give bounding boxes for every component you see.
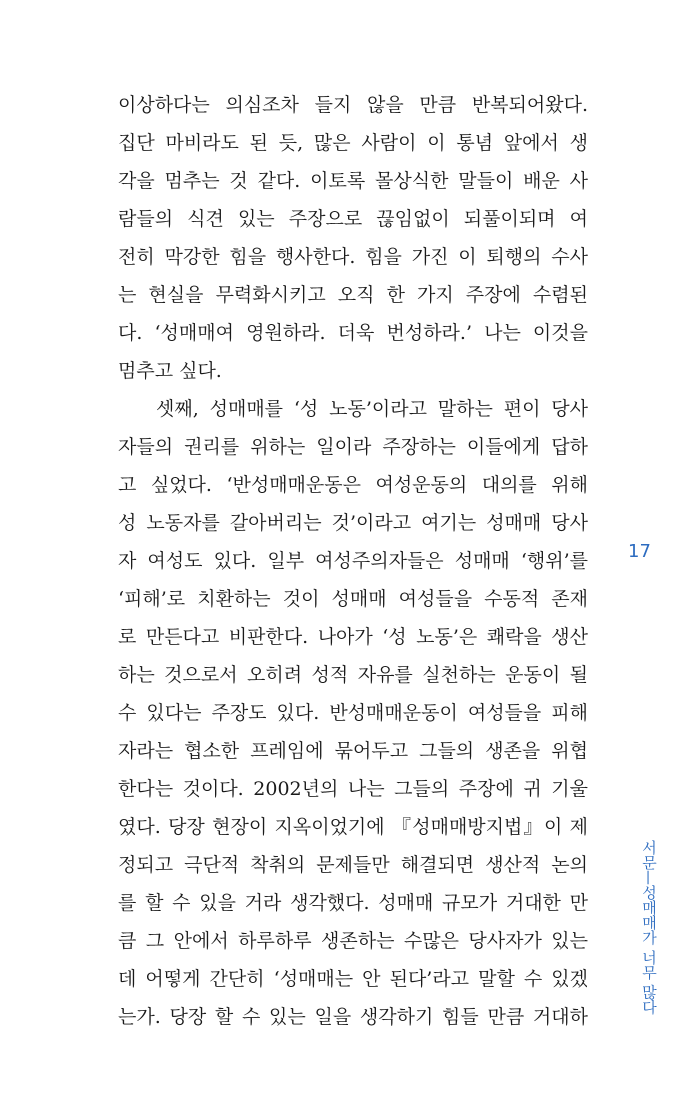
text-line: 람들의 식견 있는 주장으로 끊임없이 되풀이되며 여 xyxy=(118,208,588,230)
text-line: ‘피해’로 치환하는 것이 성매매 여성들을 수동적 존재 xyxy=(118,588,588,610)
text-line: 데 어떻게 간단히 ‘성매매는 안 된다’라고 말할 수 있겠 xyxy=(118,968,588,990)
text-line: 이상하다는 의심조차 들지 않을 만큼 반복되어왔다. xyxy=(118,94,588,116)
text-line: 성 노동자를 갈아버리는 것’이라고 여기는 성매매 당사 xyxy=(118,512,588,534)
text-line: 전히 막강한 힘을 행사한다. 힘을 가진 이 퇴행의 수사 xyxy=(118,246,588,268)
text-line: 다. ‘성매매여 영원하라. 더욱 번성하라.’ 나는 이것을 xyxy=(118,322,588,344)
text-line: 를 할 수 있을 거라 생각했다. 성매매 규모가 거대한 만 xyxy=(118,892,588,914)
text-line: 한다는 것이다. 2002년의 나는 그들의 주장에 귀 기울 xyxy=(118,778,588,800)
text-line: 하는 것으로서 오히려 성적 자유를 실천하는 운동이 될 xyxy=(118,664,588,686)
text-line: 였다. 당장 현장이 지옥이었기에 『성매매방지법』이 제 xyxy=(118,816,588,838)
page-number: 17 xyxy=(628,541,651,562)
text-line: 고 싶었다. ‘반성매매운동은 여성운동의 대의를 위해 xyxy=(118,474,588,496)
text-line: 각을 멈추는 것 같다. 이토록 몰상식한 말들이 배운 사 xyxy=(118,170,588,192)
text-line: 큼 그 안에서 하루하루 생존하는 수많은 당사자가 있는 xyxy=(118,930,588,952)
body-text xyxy=(118,86,588,1036)
text-line: 자라는 협소한 프레임에 묶어두고 그들의 생존을 위협 xyxy=(118,740,588,762)
paragraph-end-line: 멈추고 싶다. xyxy=(118,360,222,382)
text-line: 로 만든다고 비판한다. 나아가 ‘성 노동’은 쾌락을 생산 xyxy=(118,626,588,648)
text-line: 는가. 당장 할 수 있는 일을 생각하기 힘들 만큼 거대하 xyxy=(118,1006,588,1028)
text-line: 는 현실을 무력화시키고 오직 한 가지 주장에 수렴된 xyxy=(118,284,588,306)
text-line: 수 있다는 주장도 있다. 반성매매운동이 여성들을 피해 xyxy=(118,702,588,724)
paragraph-start-line: 셋째, 성매매를 ‘성 노동’이라고 말하는 편이 당사 xyxy=(156,398,588,420)
text-line: 자들의 권리를 위하는 일이라 주장하는 이들에게 답하 xyxy=(118,436,588,458)
text-line: 정되고 극단적 착취의 문제들만 해결되면 생산적 논의 xyxy=(118,854,588,876)
running-head: 서문—성매매가 너무 많다 xyxy=(640,840,658,1015)
text-line: 집단 마비라도 된 듯, 많은 사람이 이 통념 앞에서 생 xyxy=(118,132,588,154)
text-line: 자 여성도 있다. 일부 여성주의자들은 성매매 ‘행위’를 xyxy=(118,550,588,572)
